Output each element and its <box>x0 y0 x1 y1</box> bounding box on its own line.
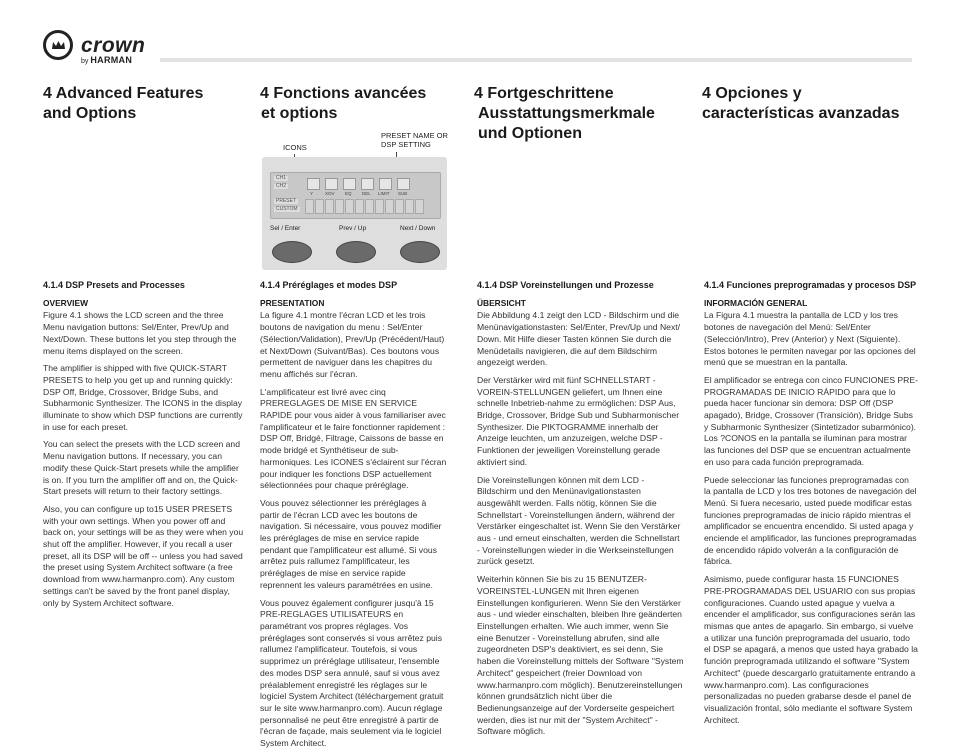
icon-label-y: Y <box>310 191 314 196</box>
icon-label-limit: LIMIT <box>378 191 390 196</box>
lcd-segment <box>325 199 334 214</box>
paragraph-en-4: Also, you can configure up to15 USER PRESETS with your own settings. When you power off and back on, your settings will be as they were when you shut off the amplifier. However, if you recall a user preset, all its DSP will be off -- unless you had saved the preset using System Architect software (a free download from www.harmanpro.com). Any custom settings can't be saved by the front panel display, only by System Architect software. <box>43 503 244 608</box>
lcd-segment <box>315 199 324 214</box>
lcd-segment <box>345 199 354 214</box>
preset-callout: PRESET NAME OR DSP SETTING <box>381 131 448 149</box>
paragraph-en-3: You can select the presets with the LCD screen and Menu navigation buttons. If necessary, you can modify these Quick-Start presets while the amplifier is on. If you turn the amplifier off and on, the Quick-Start presets will return to their factory settings. <box>43 439 240 497</box>
brand-name: crown <box>81 34 146 57</box>
delay-icon <box>361 178 374 190</box>
next-down-label: Next / Down <box>400 225 436 232</box>
eq-icon <box>343 178 356 190</box>
overview-en: OVERVIEW <box>43 297 88 308</box>
paragraph-de-1: Die Abbildung 4.1 zeigt den LCD - Bildschirm und die Menünavigationstasten: Sel/Enter, Prev/Up und Next/ Down. Mit Hilfe dieser Tasten können Sie durch die Menüdetails navigieren, die auf dem Bildschirm angezeigt werden. <box>477 310 681 368</box>
brand-byline: by HARMAN <box>81 55 133 65</box>
crossover-icon <box>325 178 338 190</box>
sub-icon <box>397 178 410 190</box>
overview-de: ÜBERSICHT <box>477 297 526 308</box>
prev-up-button[interactable] <box>336 241 376 263</box>
sel-enter-button[interactable] <box>272 241 312 263</box>
limit-icon <box>379 178 392 190</box>
icon-label-xov: XOV <box>325 191 335 196</box>
column-fr <box>260 280 448 756</box>
lcd-segment <box>375 199 384 214</box>
y-icon <box>307 178 320 190</box>
column-de <box>477 280 684 744</box>
lcd-segment <box>415 199 424 214</box>
title-fr: 4 Fonctions avancées et options <box>260 85 427 122</box>
column-es <box>704 280 918 732</box>
icon-label-del: DEL <box>362 191 371 196</box>
paragraph-de-2: Der Verstärker wird mit fünf SCHNELLSTART - VOREIN-STELLUNGEN geliefert, um Ihnen eine schnelle Inbetrieb-nahme zu ermöglichen: DSP Aus, Bridge, Crossover, Bridge Sub und Subharmonischer Synthesizer. Die PIKTOGRAMME innerhalb der Anzeige leuchten, um anzuzeigen, welche DSP - Funktionen der jeweiligen Voreinstellung gerade aktiviert sind. <box>477 374 680 467</box>
heading-es: 4.1.4 Funciones preprogramadas y procesos DSP <box>704 280 917 290</box>
overview-es: INFORMACIÓN GENERAL <box>704 297 808 308</box>
icon-label-eq: EQ <box>345 191 352 196</box>
paragraph-es-3: Puede seleccionar las funciones preprogramadas con la pantalla de LCD y los tres botones de navegación del Menú. Si fuera necesario, usted puede modificar estas funciones preprogramadas de inicio rápido mientras el amplificador se encuentra encendido. Si usted apaga y enciende el amplificador, las funciones preprogramadas de encendido rápido volverán a la configuración de fábrica. <box>704 474 917 567</box>
header-rule <box>160 58 912 62</box>
paragraph-en-2: The amplifier is shipped with five QUICK-START PRESETS to help you get up and running quickly: DSP Off, Bridge, Crossover, Bridge Subs, and Subharmonic Synthesizer. The ICONS in the display illuminate to show which DSP functions are currently in use for each preset. <box>43 363 243 432</box>
crown-logo-icon <box>43 30 73 60</box>
paragraph-fr-2: L'amplificateur est livré avec cinq PREREGLAGES DE MISE EN SERVICE RAPIDE pour vous aider à vous familiariser avec l'amplificateur et le faire fonctionner rapidement : DSP Off, Bridgé, Filtrage, Caissons de basse en mode bridgé et Synthétiseur de sub-harmoniques. Les ICONES s'éclairent sur l'écran pour indiquer les fonctions DSP actuellement sélectionnées pour chaque préréglage. <box>260 386 447 491</box>
icon-label-sub: SUB <box>398 191 408 196</box>
paragraph-en-1: Figure 4.1 shows the LCD screen and the three Menu navigation buttons: Sel/Enter, Prev/Up and Next/Down. These buttons let you step through the menu items displayed on the screen. <box>43 310 237 356</box>
lcd-segment <box>335 199 344 214</box>
heading-fr: 4.1.4 Préréglages et modes DSP <box>260 280 398 290</box>
sel-enter-label: Sel / Enter <box>270 225 301 232</box>
paragraph-de-4: Weiterhin können Sie bis zu 15 BENUTZER- VOREINSTEL-LUNGEN mit Ihren eigenen Einstellungen konfigurieren. Wenn Sie den Verstärker aus - und wieder einschalten, bleiben Ihre geänderten Einstellungen erhalten. Wie auch immer, wenn Sie eine Benutzer - Voreinstellung abrufen, sind alle zugeordneten DSP's deaktiviert, es sei denn, Sie haben die Voreinstellung mittels der Software "System Architect" gespeichert (freier Download von www.harmanpro.com möglich). Benutzereinstellungen können grundsätzlich nicht über die Bedienungsanzeige auf der Vorderseite gespeichert werden, dies ist nur mit der "System Architect" - Software möglich. <box>477 574 684 737</box>
next-down-button[interactable] <box>400 241 440 263</box>
ch2-tag: CH2 <box>276 183 287 189</box>
column-en <box>43 280 245 615</box>
preset-tag: PRESET <box>276 198 297 204</box>
heading-en: 4.1.4 DSP Presets and Processes <box>43 280 185 290</box>
paragraph-de-3: Die Voreinstellungen können mit dem LCD - Bildschirm und den Menünavigationstasten ausgewählt werden. Falls nötig, können Sie die Schnellstart - Voreinstellungen ändern, während der Verstärker eingeschaltet ist. Wenn Sie den Verstärker aus - und erneut einschalten, werden die Schnellstart - Voreinstellungen wieder in die Werkseinstellungen zurück gesetzt. <box>477 474 681 567</box>
ch1-tag: CH1 <box>276 175 287 181</box>
prev-up-label: Prev / Up <box>339 225 367 232</box>
paragraph-fr-1: La figure 4.1 montre l'écran LCD et les trois boutons de navigation du menu : Sel/Enter (Sélection/Validation), Prev/Up (Précédent/Haut) et Next/Down (Suivant/Bas). Ces boutons vous permettent de naviguer dans les chapitres du menu affichés sur l'écran. <box>260 310 445 379</box>
paragraph-es-2: El amplificador se entrega con cinco FUNCIONES PRE-PROGRAMADAS DE INICIO RÁPIDO para que lo pueda hacer funcionar sin demora: DSP Off (DSP apagado), Bridge, Crossover (Transición), Bridge Subs y Subharmonic Synthesizer (Sintetizador subarmónico). Los ?CONOS en la pantalla se iluminan para mostrar las funciones del DSP que se encuentran actualmente en uso para cada función preprogramada. <box>704 374 918 467</box>
title-de: 4 Fortgeschrittene Ausstattungsmerkmale und Optionen <box>474 85 655 142</box>
paragraph-es-4: Asimismo, puede configurar hasta 15 FUNCIONES PRE-PROGRAMADAS DEL USUARIO con sus propias configuraciones. Cuando usted apague y vuelva a encender el amplificador, sus configuraciones serán las mismas que antes de apagarlo. Sin embargo, si vuelve a utilizar una función preprogramada del usuario, todo el DSP se apagará, a menos que usted haya grabado la función preprogramada utilizando el software "System Architect" (puede descargarlo gratuitamente entrando a www.harmanpro.com). Las configuraciones personalizadas no pueden grabarse desde el panel de visualización frontal, sólo mediante el software System Architect. <box>704 574 918 725</box>
paragraph-fr-3: Vous pouvez sélectionner les préréglages à partir de l'écran LCD avec les boutons de navigation. Si nécessaire, vous pouvez modifier les préréglages de mise en service rapide pendant que l'amplificateur est allumé. Si vous arrêtez puis rallumez l'amplificateur, les préréglages de mise en service rapide reprennent les valeurs paramétrées en usine. <box>260 497 442 590</box>
paragraph-fr-4: Vous pouvez également configurer jusqu'à 15 PRE-REGLAGES UTILISATEURS en paramétrant vos propres réglages. Vos préréglages sont conservés si vous arrêtez puis rallumez l'amplificateur. Toutefois, si vous supprimez un préréglage utilisateur, l'ensemble des modes DSP sera annulé, sauf si vous avez préalablement enregistré les réglages sur le logiciel System Architect (téléchargement gratuit sur le site www.harmanpro.com). Aucun réglage personnalisé ne peut être enregistré à partir de l'écran de façade, mais seulement via le logiciel System Architect. <box>260 597 444 749</box>
heading-de: 4.1.4 DSP Voreinstellungen und Prozesse <box>477 280 654 290</box>
lcd-segment <box>305 199 314 214</box>
lcd-segment <box>405 199 414 214</box>
title-en: 4 Advanced Features and Options <box>43 85 204 122</box>
lcd-segment <box>365 199 374 214</box>
title-es: 4 Opciones y características avanzadas <box>702 85 900 122</box>
lcd-segment <box>395 199 404 214</box>
custom-tag: CUSTOM <box>276 206 298 212</box>
overview-fr: PRESENTATION <box>260 297 325 308</box>
front-panel-figure <box>262 157 447 270</box>
lcd-segment <box>385 199 394 214</box>
icons-callout: ICONS <box>283 143 307 152</box>
crown-icon <box>51 40 66 51</box>
paragraph-es-1: La Figura 4.1 muestra la pantalla de LCD y los tres botones de navegación del Menú: Sel/Enter (Selección/Intro), Prev (Anterior) y Next (Siguiente). Estos botones le permiten navegar por las opciones del menú que se muestran en la pantalla. <box>704 310 916 368</box>
lcd-screen <box>270 172 441 219</box>
lcd-segment <box>355 199 364 214</box>
